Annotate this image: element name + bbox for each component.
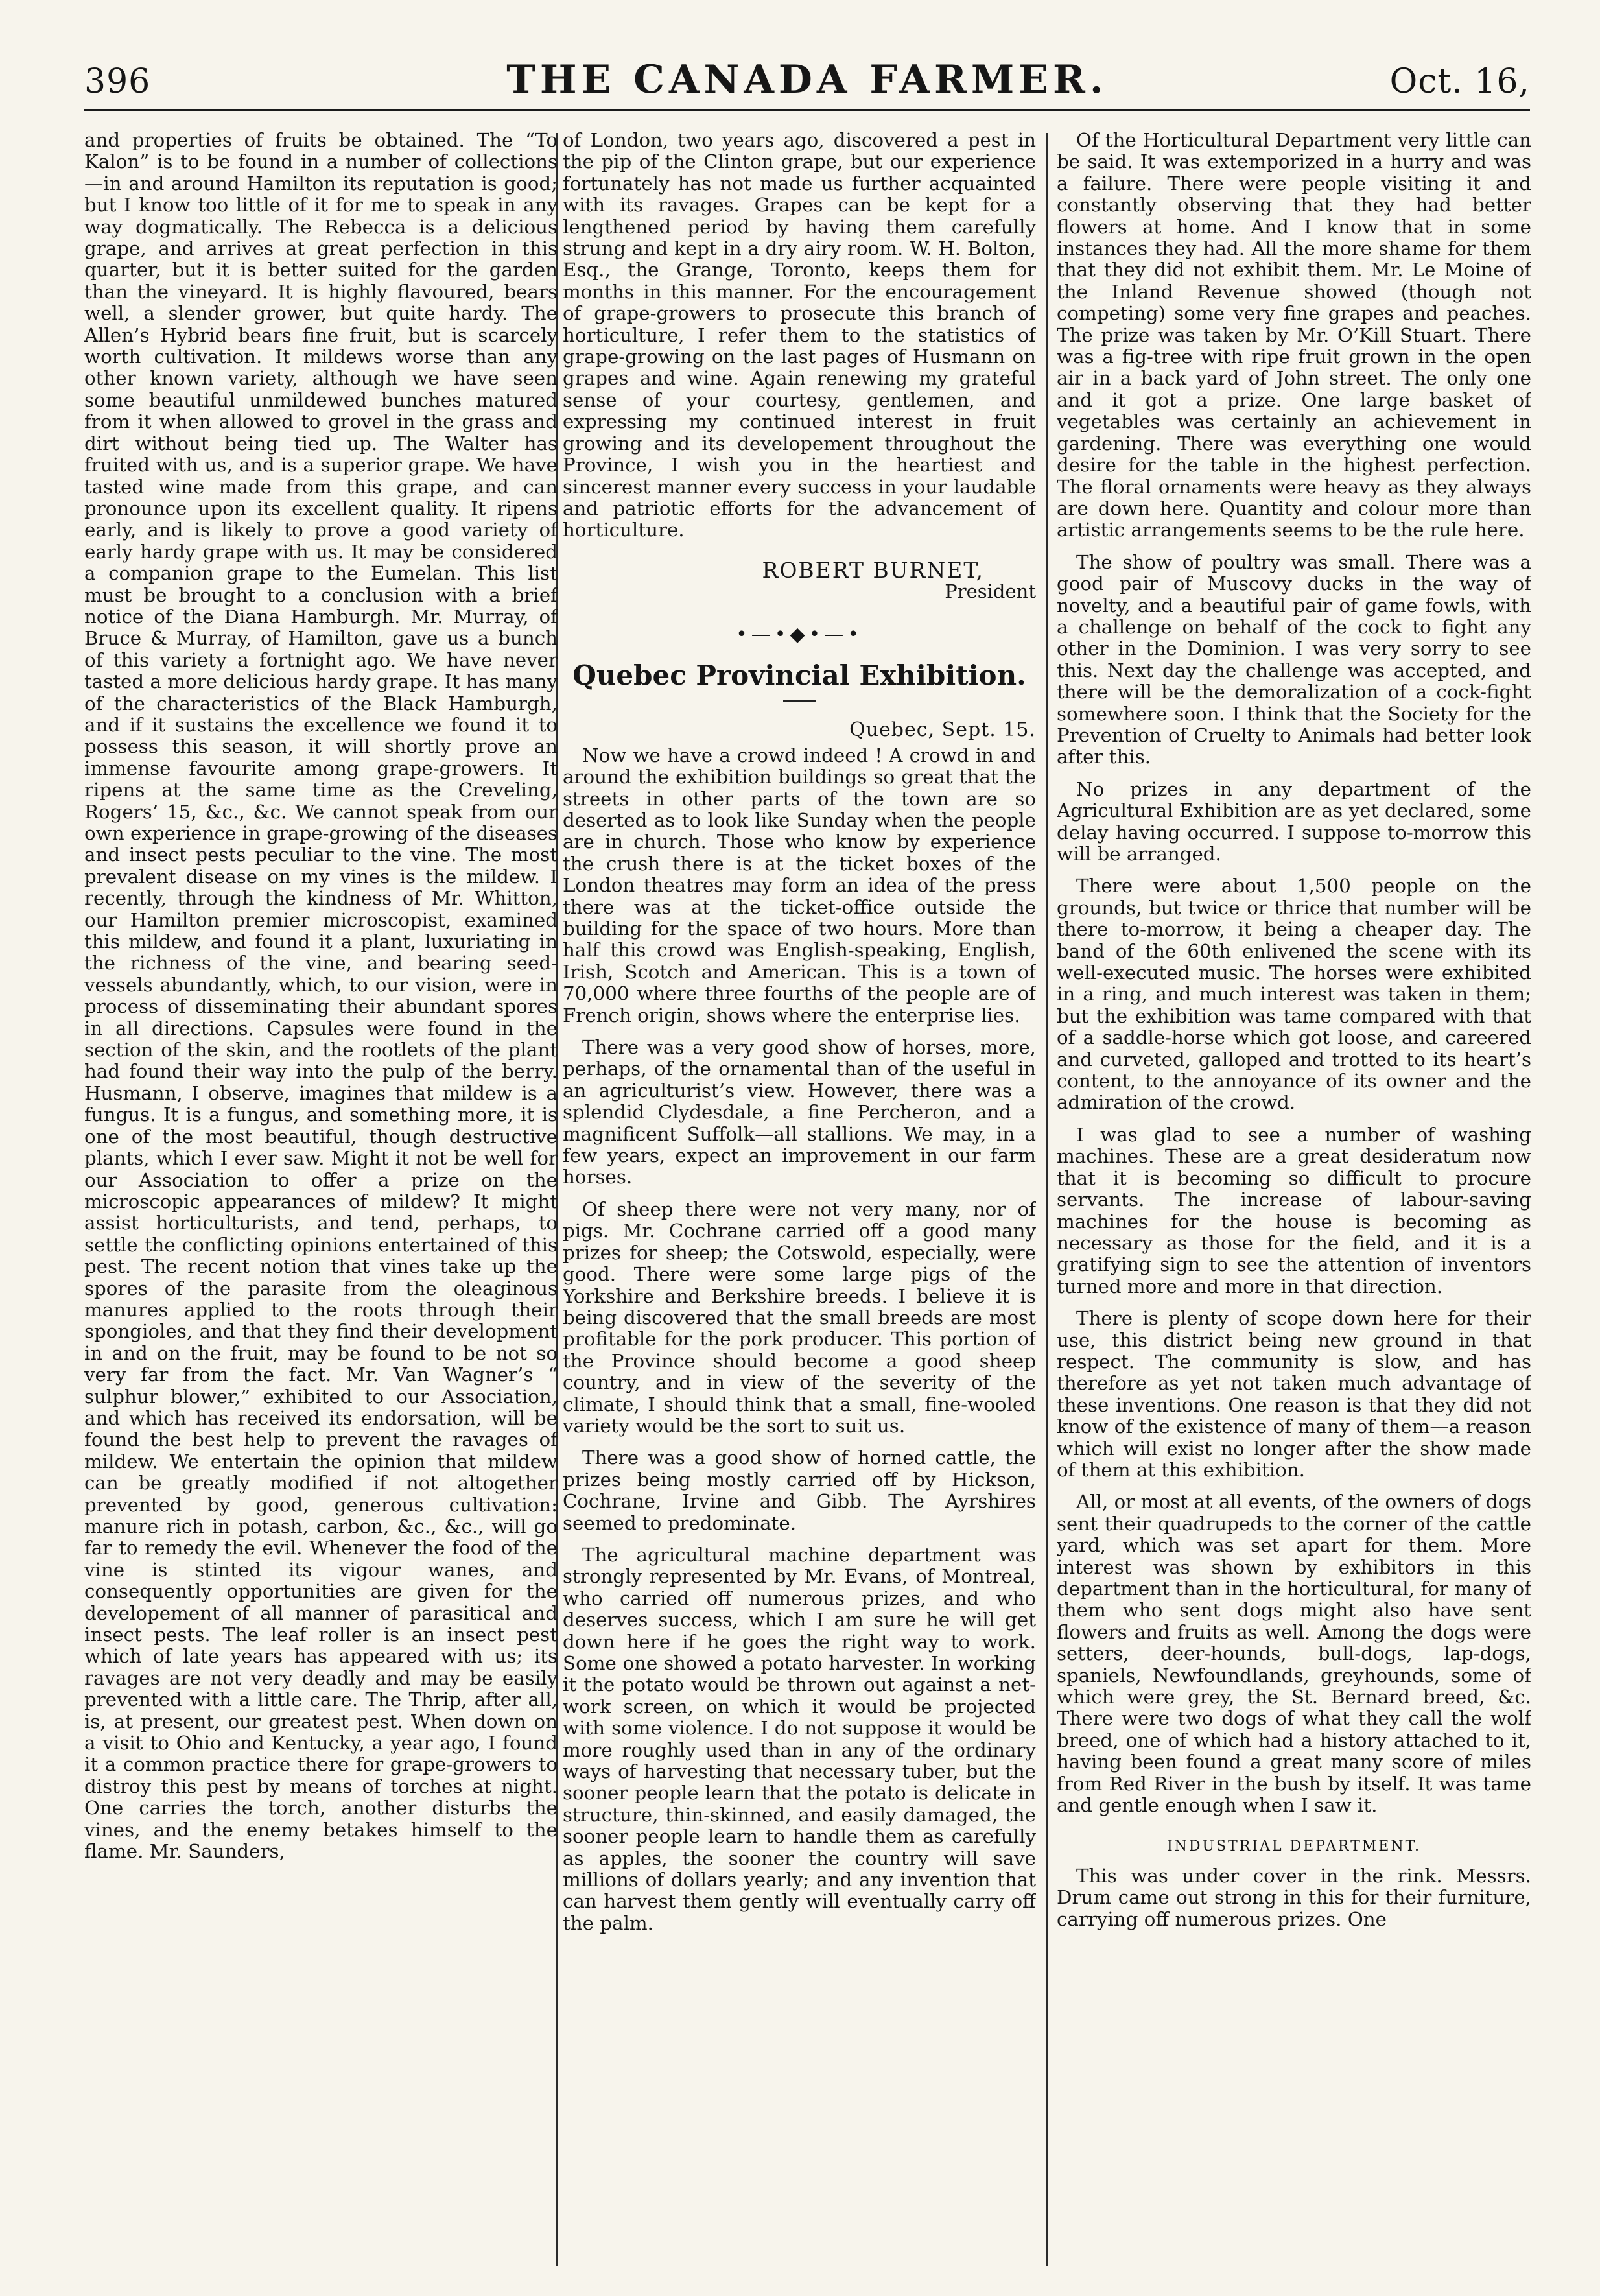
page-number: 396 — [84, 62, 151, 101]
signature-title: President — [945, 580, 1036, 603]
article-paragraph: There is plenty of scope down here for their use, this district being new ground in that respect. The community is slow, and has therefore as yet not taken much advantage of these inventions. One reason is that they did not know of the existence of many of them—a reason which will exist no longer after the show made of them at this exhibition. — [1057, 1307, 1531, 1481]
article-paragraph: Of the Horticultural Department very little can be said. It was extemporized in a hurry and was a failure. There were people visiting it and constantly observing that they had better flowers at home. And I know that in some instances they had. All the more shame for them that they did not exhibit them. Mr. Le Moine of the Inland Revenue showed (though not competing) some very fine grapes and peaches. The prize was taken by Mr. O’Kill Stuart. There was a fig-tree with ripe fruit grown in the open air in a back yard of John street. The only one and it got a prize. One large basket of vegetables was certainly an achievement in gardening. There was everything one would desire for the table in the highest perfection. The floral ornaments were heavy as they always are down here. Quantity and colour more than artistic arrangements seems to be the rule here. — [1057, 130, 1531, 541]
column-1 — [84, 130, 558, 2269]
article-paragraph: There were about 1,500 people on the grounds, but twice or thrice that number will be there to-morrow, it being a cheaper day. The band of the 60th enlivened the scene with its well-executed music. The horses were exhibited in a ring, and much interest was taken in them; but the exhibition was tame compared with that of a saddle-horse which got loose, and careered and curveted, galloped and trotted to its heart’s content, to the annoyance of its owner and the admiration of the crowd. — [1057, 875, 1531, 1114]
article-paragraph: and properties of fruits be obtained. The “To Kalon” is to be found in a number of collections—in and around Hamilton its reputation is good; but I know too little of it for me to speak in any way dogmatically. The Rebecca is a delicious grape, and arrives at great perfection in this quarter, but it is better suited for the garden than the vineyard. It is highly flavoured, bears well, a slender grower, but quite hardy. The Allen’s Hybrid bears fine fruit, but is scarcely worth cultivation. It mildews worse than any other known variety, although we have seen some beautiful unmildewed bunches matured from it when allowed to grovel in the grass and dirt without being tied up. The Walter has fruited with us, and is a superior grape. We have tasted wine made from this grape, and can pronounce upon its excellent quality. It ripens early, and is likely to prove a good variety of early hardy grape with us. It may be considered a companion grape to the Eumelan. This list must be brought to a conclusion with a brief notice of the Diana Hamburgh. Mr. Murray, of Bruce & Murray, of Hamilton, gave us a bunch of this variety a fortnight ago. We have never tasted a more delicious hardy grape. It has many of the characteristics of the Black Hamburgh, and if it sustains the excellence we found it to possess this season, it will shortly prove an immense favourite among grape-growers. It ripens at the same time as the Creveling, Rogers’ 15, &c., &c. We cannot speak from our own experience in grape-growing of the diseases and insect pests peculiar to the vine. The most prevalent disease on my vines is the mildew. I recently, through the kindness of Mr. Whitton, our Hamilton premier microscopist, examined this mildew, and found it a plant, luxuriating in the richness of the vine, and bearing seed-vessels abundantly, which, to our vision, were in process of disseminating their abundant spores in all directions. Capsules were found in the section of the skin, and the rootlets of the plant had found their way into the pulp of the berry. Husmann, I observe, imagines that mildew is a fungus. It is a fungus, and something more, it is one of the most beautiful, though destructive plants, which I ever saw. Might it not be well for our Association to offer a prize on the microscopic appearances of mildew? It might assist horticulturists, and tend, perhaps, to settle the conflicting opinions entertained of this pest. The recent notion that vines take up the spores of the parasite from the oleaginous manures applied to the roots through their spongioles, and that they find their development in and on the fruit, may be found to be not so very far from the fact. Mr. Van Wagner’s “ sulphur blower,” exhibited to our Association, and which has received its endorsation, will be found the best help to prevent the ravages of mildew. We entertain the opinion that mildew can be greatly modified if not altogether prevented by good, generous cultivation: manure rich in potash, carbon, &c., &c., will go far to remedy the evil. Whenever the food of the vine is stinted its vigour wanes, and consequently opportunities are given for the developement of all manner of parasitical and insect pests. The leaf roller is an insect pest which of late years has appeared with us; its ravages are not very deadly and may be easily prevented with a little care. The Thrip, after all, is, at present, our greatest pest. When down on a visit to Ohio and Kentucky, a year ago, I found it a common practice there for grape-growers to distroy this pest by means of torches at night. One carries the torch, another disturbs the vines, and the enemy betakes himself to the flame. Mr. Saunders, — [84, 130, 558, 1863]
article-paragraph: Of sheep there were not very many, nor of pigs. Mr. Cochrane carried off a good many prizes for sheep; the Cotswold, especially, were good. There were some large pigs of the Yorkshire and Berkshire breeds. I believe it is being discovered that the small breeds are most profitable for the pork producer. This portion of the Province should become a good sheep country, and in view of the severity of the climate, I should think that a small, fine-wooled variety would be the sort to suit us. — [563, 1198, 1036, 1437]
column-divider — [1046, 133, 1048, 2266]
article-paragraph: Now we have a crowd indeed ! A crowd in and around the exhibition buildings so great that the streets in other parts of the town are so deserted as to look like Sunday when the people are in church. Those who know by experience the crush there is at the ticket boxes of the London theatres may form an idea of the press there was at the ticket-office outside the building for the space of two hours. More than half this crowd was English-speaking, English, Irish, Scotch and American. This is a town of 70,000 where three fourths of the people are of French origin, shows where the enterprise lies. — [563, 744, 1036, 1026]
article-paragraph: of London, two years ago, discovered a pest in the pip of the Clinton grape, but our experience fortunately has not made us further acquainted with its ravages. Grapes can be kept for a lengthened period by having them carefully strung and kept in a dry airy room. W. H. Bolton, Esq., the Grange, Toronto, keeps them for months in this manner. For the encouragement of grape-growers to prosecute this branch of horticulture, I refer them to the statistics of grape-growing on the last pages of Husmann on grapes and wine. Again renewing my grateful sense of your courtesy, gentlemen, and expressing my continued interest in fruit growing and its developement throughout the Province, I wish you in the heartiest and sincerest manner every success in your laudable and patriotic efforts for the advancement of horticulture. — [563, 130, 1036, 541]
page-header — [84, 57, 1530, 111]
dateline: Quebec, Sept. 15. — [849, 718, 1036, 742]
article-paragraph: There was a very good show of horses, more, perhaps, of the ornamental than of the useful in an agriculturist’s view. However, there was a splendid Clydesdale, a fine Percheron, and a magnificent Suffolk—all stallions. We may, in a few years, expect an improvement in our farm horses. — [563, 1036, 1036, 1189]
section-ornament: •—•◆•—• — [736, 622, 863, 646]
article-paragraph: No prizes in any department of the Agricultural Exhibition are as yet declared, some delay having occurred. I suppose to-morrow this will be arranged. — [1057, 777, 1531, 865]
article-paragraph: The agricultural machine department was strongly represented by Mr. Evans, of Montreal, who carried off numerous prizes, and who deserves success, which I am sure he will get down here if he goes the right way to work. Some one showed a potato harvester. In working it the potato would be thrown out against a net-work screen, on which it would be projected with some violence. I do not suppose it would be more roughly used than in any of the ordinary ways of harvesting that necessary tuber, but the sooner people learn that the potato is delicate in structure, thin-skinned, and easily damaged, the sooner people learn to handle them as carefully as apples, the sooner the country will save millions of dollars yearly; and any invention that can harvest them gently will eventually carry off the palm. — [563, 1543, 1036, 1934]
article-paragraph: The show of poultry was small. There was a good pair of Muscovy ducks in the way of novelty, and a beautiful pair of game fowls, with a challenge on behalf of the cock to fight any other in the Dominion. I was very sorry to see this. Next day the challenge was accepted, and there will be the demoralization of a cock-fight somewhere soon. I think that the Society for the Prevention of Cruelty to Animals had better look after this. — [1057, 550, 1531, 768]
section-subheading: INDUSTRIAL DEPARTMENT. — [1166, 1838, 1422, 1855]
article-paragraph: All, or most at all events, of the owners of dogs sent their quadrupeds to the corner of the cattle yard, which was set apart for them. More interest was shown by exhibitors in this department than in the horticultural, for many of them who sent dogs might also have sent flowers and fruits as well. Among the dogs were setters, deer-hounds, bull-dogs, lap-dogs, spaniels, Newfoundlands, greyhounds, some of which were grey, the St. Bernard breed, &c. There were two dogs of what they call the wolf breed, one of which had a history attached to it, having been found a great many score of miles from Red River in the bush by itself. It was tame and gentle enough when I saw it. — [1057, 1491, 1531, 1817]
heading-rule — [783, 700, 816, 702]
article-paragraph: This was under cover in the rink. Messrs. Drum came out strong in this for their furniture, carrying off numerous prizes. One — [1057, 1864, 1531, 1930]
column-2 — [563, 130, 1036, 2269]
issue-date: Oct. 16, — [1389, 62, 1530, 101]
article-paragraph: There was a good show of horned cattle, the prizes being mostly carried off by Hickson, Cochrane, Irvine and Gibb. The Ayrshires seemed to predominate. — [563, 1447, 1036, 1534]
masthead-title: THE CANADA FARMER. — [506, 57, 1108, 102]
article-heading: Quebec Provincial Exhibition. — [572, 659, 1026, 691]
article-paragraph: I was glad to see a number of washing machines. These are a great desideratum now that it is becoming so difficult to procure servants. The increase of labour-saving machines for the house is becoming as necessary as those for the field, and it is a gratifying sign to see the attention of inventors turned more and more in that direction. — [1057, 1123, 1531, 1297]
signature-name: ROBERT BURNET, — [762, 557, 984, 583]
signature-block — [563, 557, 1036, 603]
column-3 — [1057, 130, 1531, 2269]
